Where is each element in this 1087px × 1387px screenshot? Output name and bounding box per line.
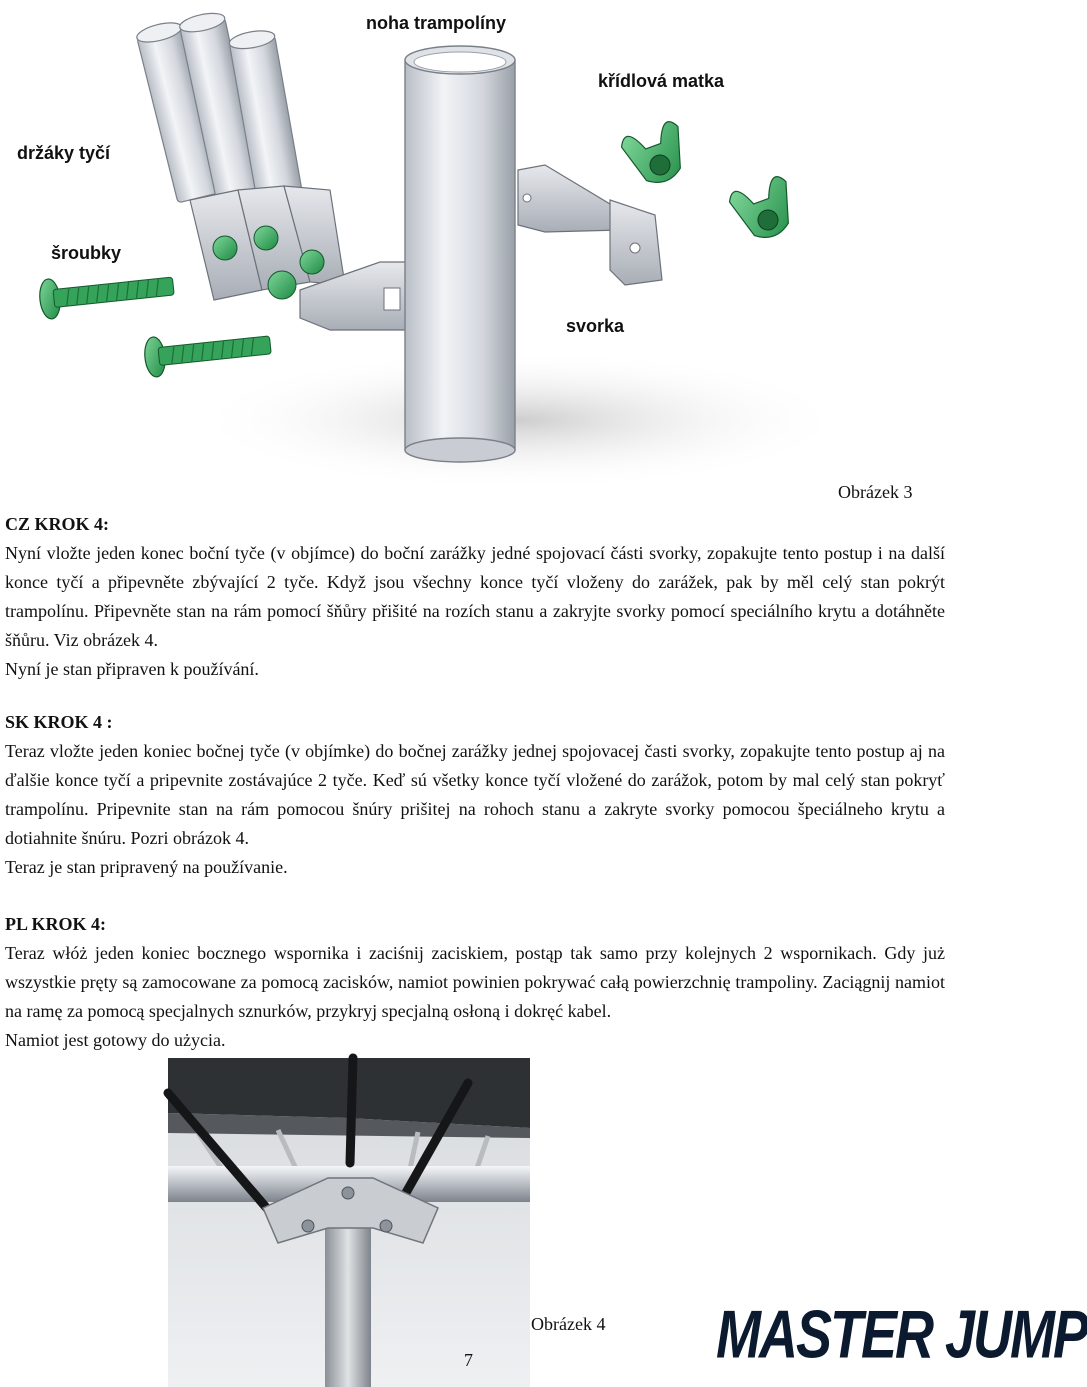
ground-shadow [190,350,850,490]
label-screws: šroubky [51,243,122,263]
section-cz [5,510,945,684]
section-paragraph: Namiot jest gotowy do użycia. [5,1030,226,1050]
section-sk [5,708,945,882]
clamp-right [518,165,662,285]
rod-holders [135,10,345,300]
section-paragraph: Nyní vložte jeden konec boční tyče (v objímce) do boční zarážky jedné spojovací části svorky, zopakujte tento postup i na další konce tyčí a připevněte zbývající 2 tyče. Když jsou všechny konce tyčí vloženy do zarážek, pak by měl celý stan pokrýt trampolínu. Připevněte stan na rám pomocí šňůry přišité na rozích stanu a zakryjte svorky pomocí speciálního krytu a dotáhněte šňůru. Viz obrázek 4. [5,543,945,650]
brand-logo-text: MASTER JUMP [716,1297,1087,1373]
label-wing-nut: křídlová matka [598,71,725,91]
figure-4-photo [168,1058,530,1387]
section-heading: CZ KROK 4: [5,514,110,534]
figure-4-caption: Obrázek 4 [531,1314,606,1334]
section-pl [5,910,945,1055]
section-paragraph: Teraz vložte jeden koniec bočnej tyče (v objímke) do bočnej zarážky jednej spojovacej časti svorky, zopakujte tento postup aj na ďalšie konce tyčí a pripevnite zostávajúce 2 tyče. Keď sú všetky konce tyčí vložené do zarážok, potom by mal celý stan pokryť trampolínu. Pripevnite stan na rám pomocou šnúry prišitej na rohoch stanu a zakryte svorky pomocou špeciálneho krytu a dotiahnite šnúru. Pozri obrázok 4. [5,741,945,848]
brand-logo [716,1296,1087,1382]
wing-nut-1 [619,119,694,191]
section-heading: SK KROK 4 : [5,712,113,732]
wing-nut-2 [727,174,802,246]
section-paragraph: Teraz je stan pripravený na používanie. [5,857,288,877]
label-trampoline-leg: noha trampolíny [366,13,507,33]
section-heading: PL KROK 4: [5,914,107,934]
label-clamp: svorka [566,316,625,336]
screw-1 [38,266,175,320]
screw-2 [143,325,272,378]
label-rod-holders: držáky tyčí [17,143,111,163]
section-paragraph: Teraz włóż jeden koniec bocznego wspornika i zaciśnij zaciskiem, postąp tak samo przy kolejnych 2 wspornikach. Gdy już wszystkie pręty są zamocowane za pomocą zacisków, namiot powinien pokrywać całą powierzchnię trampoliny. Zaciągnij namiot na ramę za pomocą specjalnych sznurków, przykryj specjalną osłoną i dokręć kabel. [5,943,945,1021]
section-paragraph: Nyní je stan připraven k používání. [5,659,259,679]
figure-3-caption: Obrázek 3 [838,482,913,502]
trampoline-leg-tube [405,46,515,462]
page-number: 7 [464,1350,473,1370]
figure-3-illustration [0,0,960,500]
